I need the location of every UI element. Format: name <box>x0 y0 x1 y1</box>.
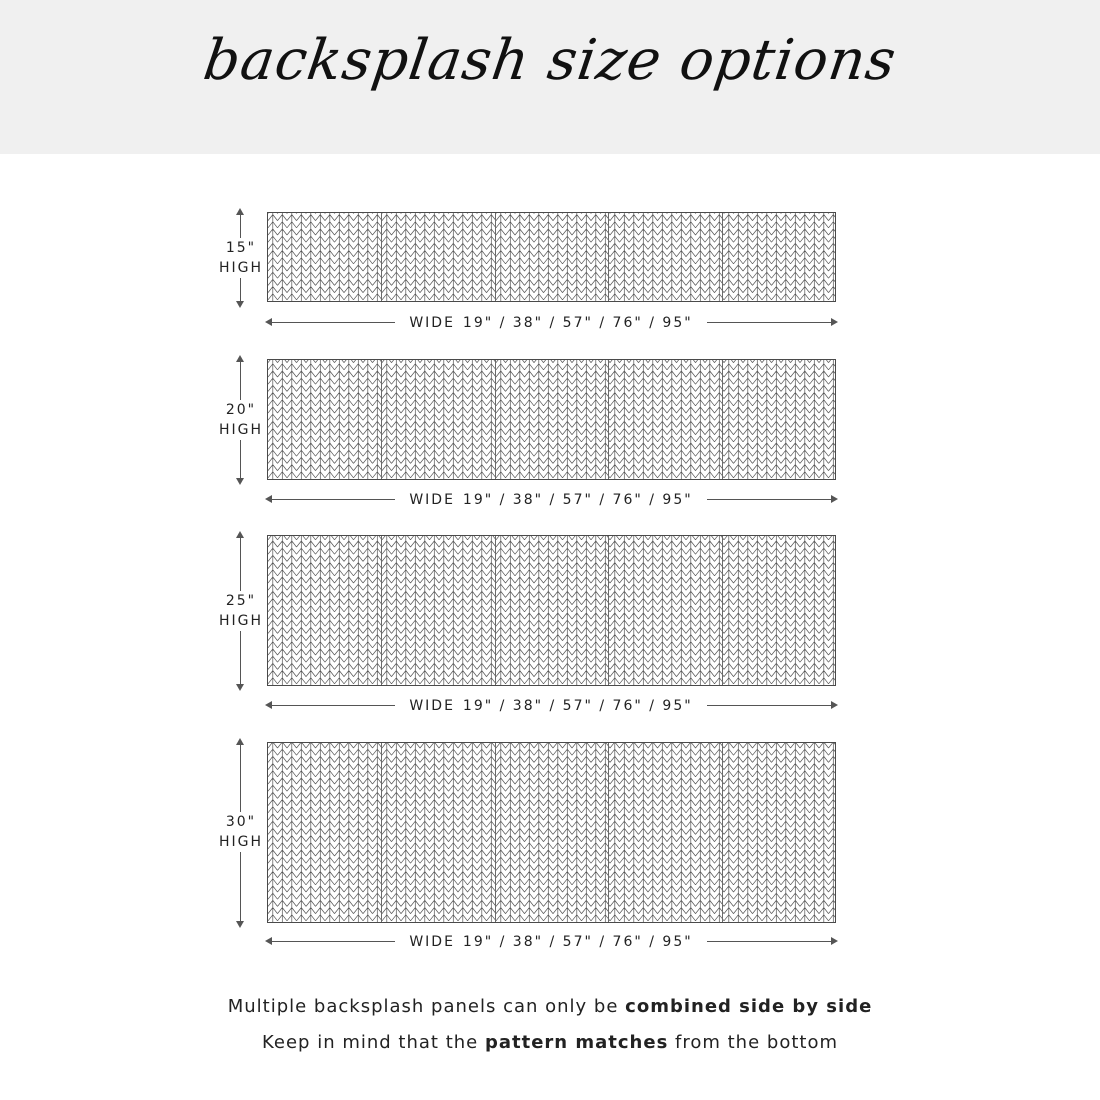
panel-seam <box>495 743 496 922</box>
arrow-down-icon <box>236 921 244 928</box>
height-unit: HIGH <box>218 260 264 276</box>
arrow-right-icon <box>831 318 838 326</box>
title-banner <box>0 0 1100 154</box>
page-title: backsplash size options <box>199 28 901 93</box>
chevron-lines <box>268 360 835 479</box>
panel-seam <box>722 536 723 685</box>
arrow-right-icon <box>831 495 838 503</box>
width-word: WIDE <box>409 698 455 714</box>
arrow-left-icon <box>265 937 272 945</box>
footer-text: Multiple backsplash panels can only be <box>227 996 626 1017</box>
height-unit: HIGH <box>218 613 264 629</box>
width-word: WIDE <box>409 492 455 508</box>
height-unit: HIGH <box>218 422 264 438</box>
arrow-down-icon <box>236 684 244 691</box>
height-label <box>214 591 268 631</box>
chevron-lines <box>268 536 835 685</box>
footer-note-pattern <box>0 1032 1100 1053</box>
height-label <box>214 812 268 852</box>
width-word: WIDE <box>409 315 455 331</box>
panel-preview <box>267 535 836 686</box>
arrow-left-icon <box>265 701 272 709</box>
footer-text: from the bottom <box>668 1032 838 1053</box>
chevron-lines <box>268 743 835 922</box>
width-values: 19" / 38" / 57" / 76" / 95" <box>462 492 693 508</box>
panel-seam <box>608 360 609 479</box>
arrow-right-icon <box>831 701 838 709</box>
width-values: 19" / 38" / 57" / 76" / 95" <box>462 934 693 950</box>
panel-seam <box>381 743 382 922</box>
footer-emphasis: pattern matches <box>484 1032 669 1053</box>
panel-preview <box>267 742 836 923</box>
arrow-up-icon <box>236 738 244 745</box>
arrow-down-icon <box>236 478 244 485</box>
width-word: WIDE <box>409 934 455 950</box>
width-values: 19" / 38" / 57" / 76" / 95" <box>462 315 693 331</box>
panel-seam <box>722 213 723 301</box>
width-label <box>395 314 707 332</box>
arrow-left-icon <box>265 318 272 326</box>
herringbone-pattern <box>268 536 835 685</box>
height-label <box>214 400 268 440</box>
arrow-up-icon <box>236 531 244 538</box>
footer-emphasis: combined side by side <box>625 996 873 1017</box>
panel-seam <box>495 360 496 479</box>
width-values: 19" / 38" / 57" / 76" / 95" <box>462 698 693 714</box>
height-value: 30" <box>225 814 257 830</box>
arrow-left-icon <box>265 495 272 503</box>
panel-preview <box>267 359 836 480</box>
height-value: 25" <box>225 593 257 609</box>
panel-seam <box>722 360 723 479</box>
panel-seam <box>608 213 609 301</box>
arrow-up-icon <box>236 208 244 215</box>
herringbone-pattern <box>268 743 835 922</box>
panel-seam <box>495 536 496 685</box>
width-label <box>395 491 707 509</box>
panel-seam <box>608 536 609 685</box>
height-value: 20" <box>225 402 257 418</box>
chevron-lines <box>268 213 835 301</box>
arrow-up-icon <box>236 355 244 362</box>
herringbone-pattern <box>268 213 835 301</box>
height-unit: HIGH <box>218 834 264 850</box>
footer-text: Keep in mind that the <box>262 1032 485 1053</box>
herringbone-pattern <box>268 360 835 479</box>
arrow-down-icon <box>236 301 244 308</box>
footer-note-combine <box>0 996 1100 1017</box>
height-value: 15" <box>225 240 257 256</box>
arrow-right-icon <box>831 937 838 945</box>
panel-preview <box>267 212 836 302</box>
panel-seam <box>608 743 609 922</box>
width-label <box>395 933 707 951</box>
width-label <box>395 697 707 715</box>
panel-seam <box>381 536 382 685</box>
panel-seam <box>722 743 723 922</box>
panel-seam <box>381 213 382 301</box>
panel-seam <box>495 213 496 301</box>
panel-seam <box>381 360 382 479</box>
height-label <box>214 238 268 278</box>
